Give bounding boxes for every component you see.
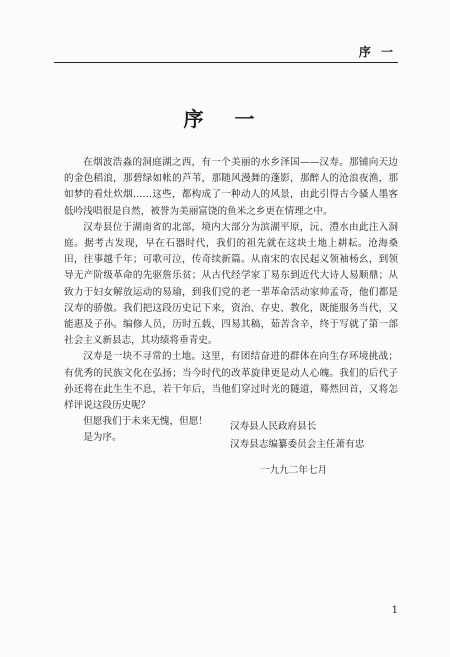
signer-title-2-text: 汉寿县志编纂委员会主任	[230, 439, 336, 450]
signature-block	[230, 418, 420, 480]
signer-name: 萧有忠	[335, 439, 365, 450]
paragraph-1: 在烟波浩淼的洞庭湖之西，有一个美丽的水乡泽国——汉寿。那铺向天边的金色稻浪，那碧绿如帐的芦苇，那随风漫舞的蓬影，那醉人的沧浪夜渔，那如梦的看灶炊烟……这些，都构成了一种动人的风景，由此引得古今骚人墨客低吟浅唱很是自然，被誉为美丽富饶的鱼米之乡更在情理之中。	[64, 157, 398, 217]
signer-title-1: 汉寿县人民政府县长	[230, 421, 317, 432]
page-number: 1	[391, 605, 398, 616]
preface-body	[64, 155, 398, 447]
signoff-date: 一九九二年七月	[260, 465, 328, 476]
paragraph-2: 汉寿县位于湖南省的北部，境内大部分为滨湖平原，沅、澧水由此注入洞庭。据考古发现，早在石器时代，我们的祖先就在这块土地上耕耘。沧海桑田，往事越千年；可歌可泣，传奇续新篇。从南宋的农民起义领袖杨幺，到领导无产阶级革命的先驱詹乐贫；从古代经学家丁易东到近代大诗人易顺鼎；从致力于妇女解放运动的易瑜，到我们党的老一辈革命活动家帅孟奇，他们都是汉寿的骄傲。我们把这段历史记下来，资治、存史、教化，既能服务当代，又能惠及子孙。编修人员，历时五载，四易其稿，茹苦含辛，终于写就了第一部社会主义新县志，其功绩将垂青史。	[64, 221, 398, 347]
signer-title-2	[230, 436, 420, 454]
paragraph-4: 但愿我们于未来无愧，但愿！	[83, 416, 208, 428]
header-rule	[54, 62, 398, 63]
paragraph-5: 是为序。	[83, 432, 122, 444]
page-title: 序 一	[183, 107, 267, 131]
paragraph-3: 汉寿是一块不寻常的土地。这里，有团结奋进的群体在向生存环境挑战；有优秀的民族文化在弘扬；当今时代的改革旋律更是动人心魄。我们的后代子孙还将在此生生不息，若干年后，当他们穿过时光的隧道，蓦然回首，又将怎样评说这段历史呢？	[64, 351, 398, 412]
running-header: 序 一	[358, 45, 396, 59]
